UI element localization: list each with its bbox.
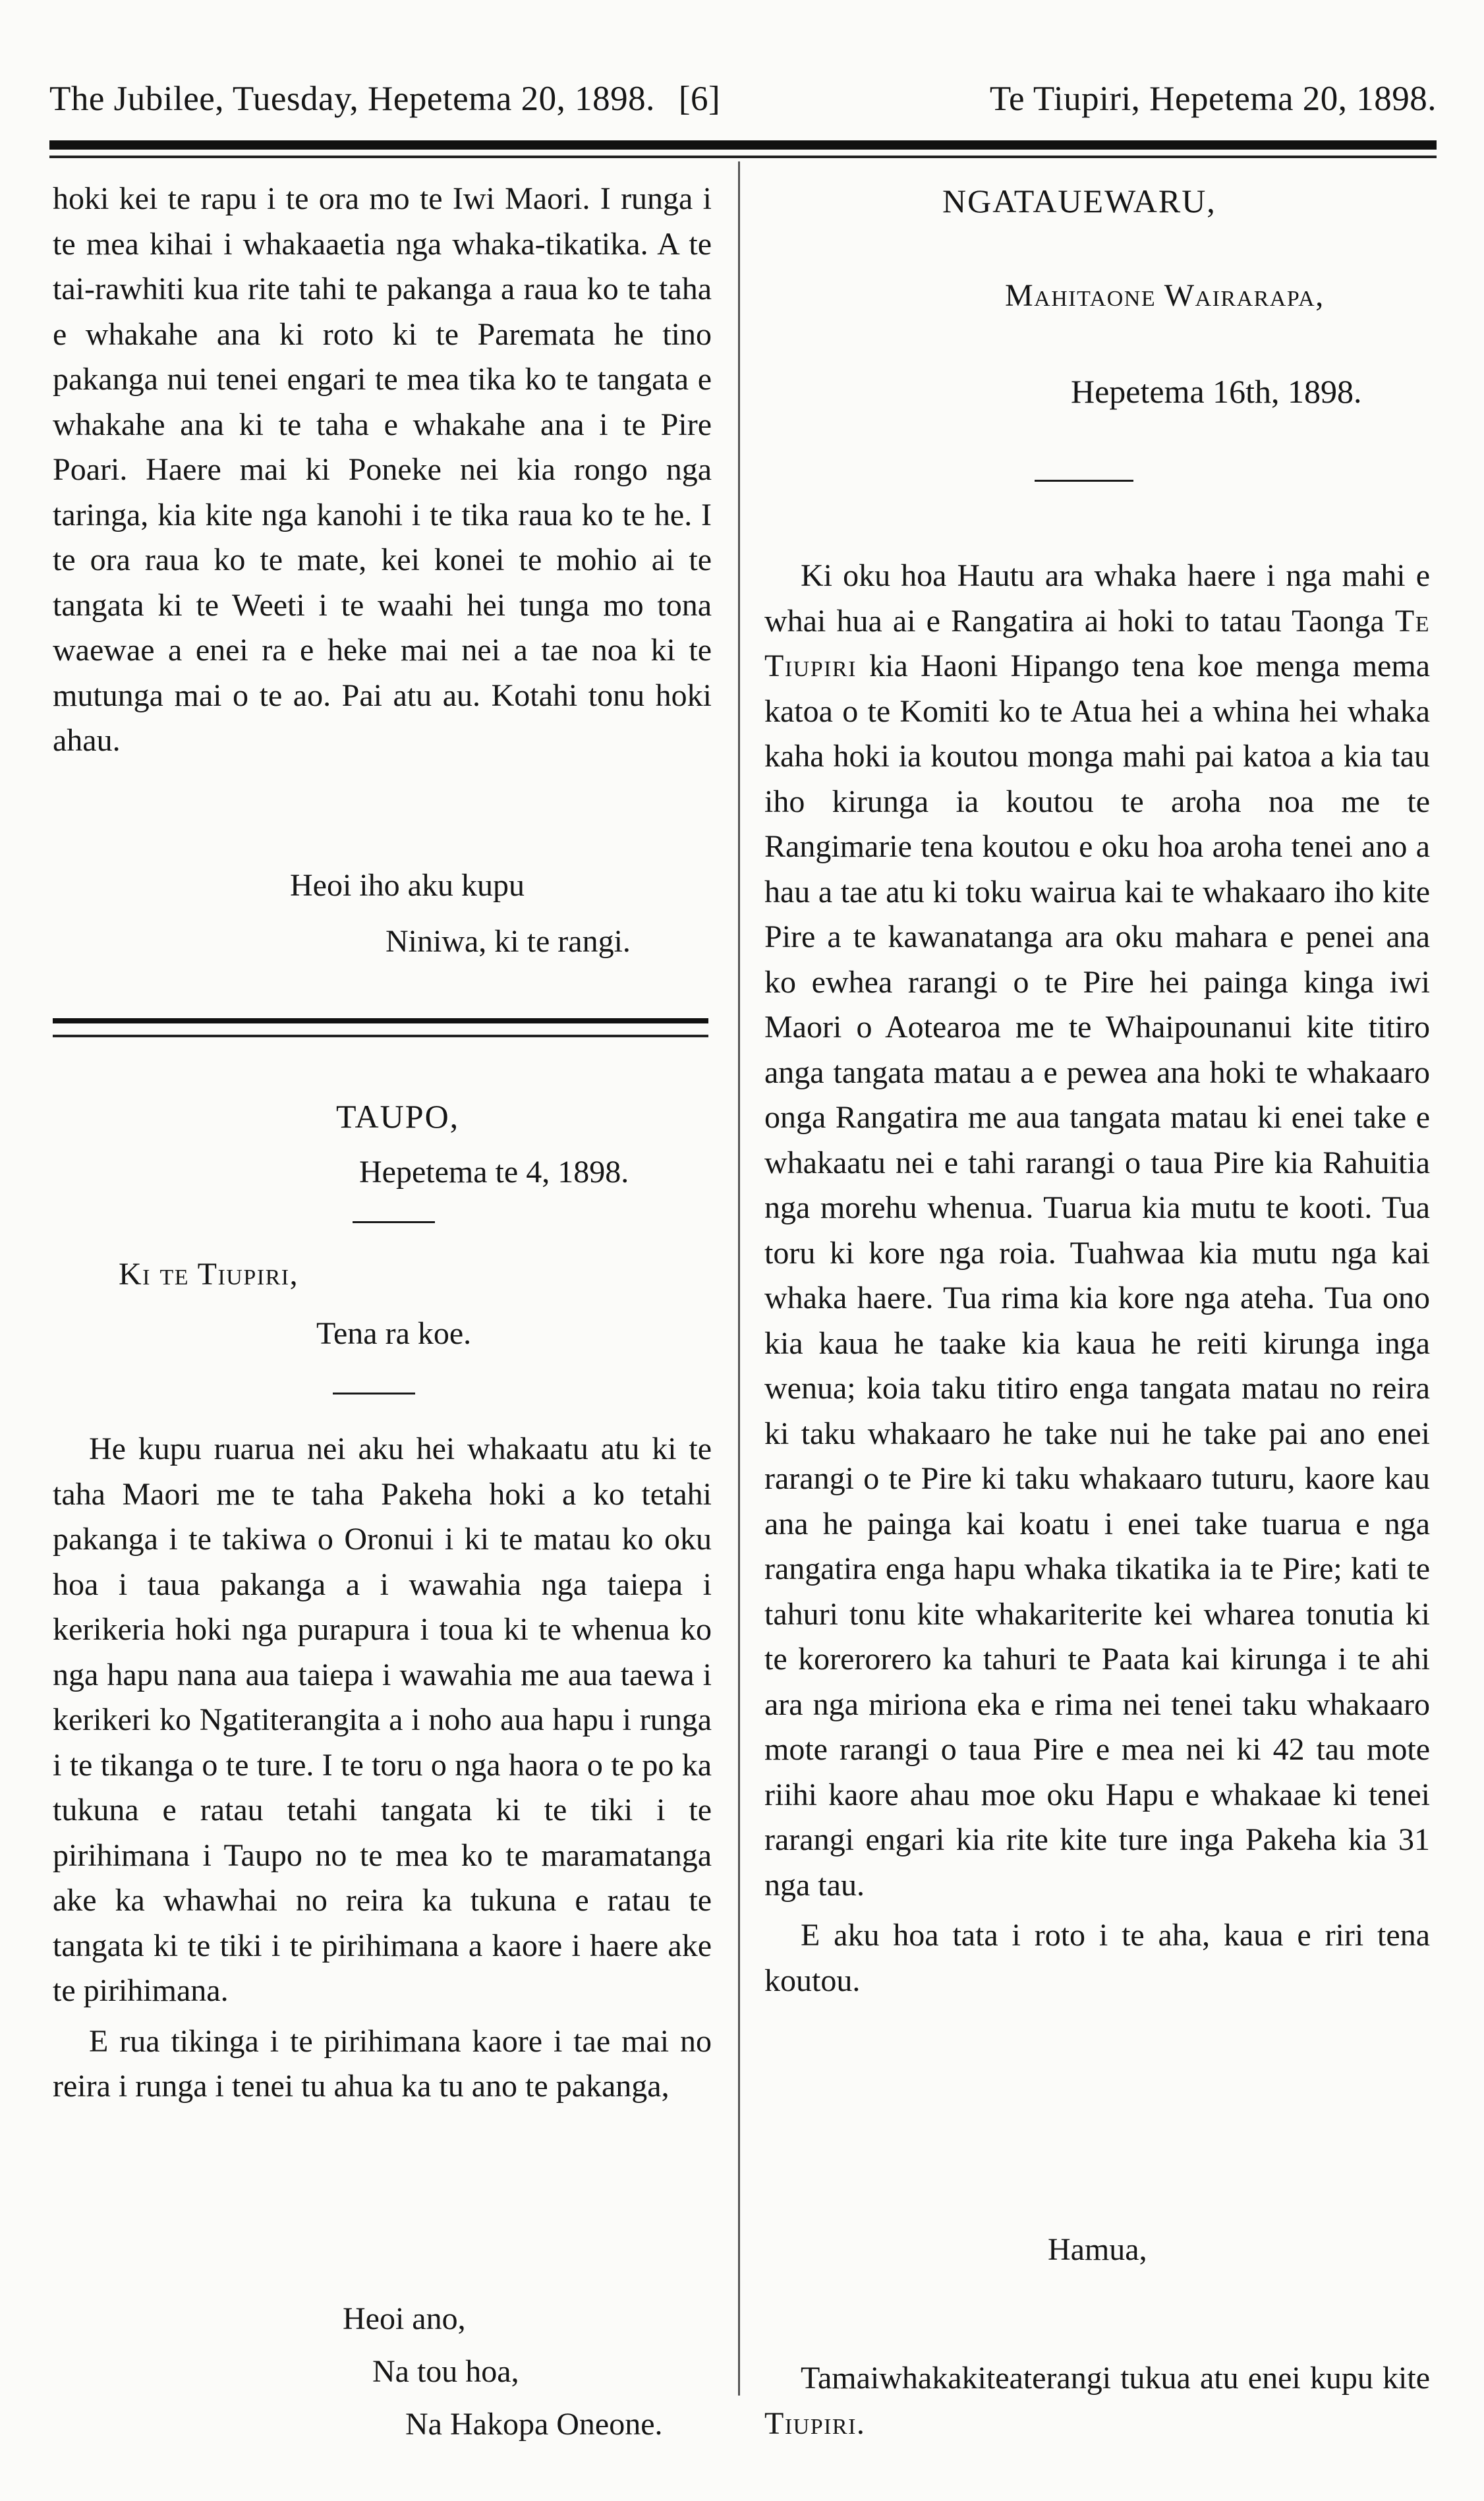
section-rule-thick [53, 1018, 708, 1023]
letter-place-heading: TAUPO, [336, 1098, 460, 1135]
short-divider [333, 1393, 415, 1394]
header-left [49, 66, 720, 132]
column-divider [738, 161, 740, 2396]
paper-name: Te Tiupiri [764, 603, 1430, 683]
right-final-text-start: Tamaiwhakakiteaterangi tukua atu enei kupu kite [801, 2361, 1430, 2396]
section-rule-thin [53, 1035, 708, 1037]
signoff-na-tou-hoa: Na tou hoa, [372, 2354, 519, 2389]
left-column-top-letter [53, 177, 712, 764]
right-paragraph-1-rest: kia Haoni Hipango tena koe menga mema katoa o te Komiti ko te Atua hei a whina hei whaka kaha hoki ia koutou monga mahi pai katoa a kia tau iho kirunga ia koutou te aroha noa me te Rangimarie tena koutou e oku hoa aroha tenei ano a hau a tae atu ki toku wairua kai te whakaaro iho kite Pire a te kawanatanga ara oku mahara e penei ana ko ewhea rarangi o te Pire hei painga kinga iwi Maori o Aotearoa me te Whaipounanui kite titiro anga tangata matau a e pewea ana hoki te whakaaro onga Rangatira me aua tangata matau ki enei take e whakaatu nei e tahi rarangi o taua Pire kia Rahuitia nga morehu whenua. Tuarua kia mutu te kooti. Tua toru ki kore nga roia. Tuahwaa kia mutu nga kai whaka haere. Tua rima kia kore nga ateha. Tua ono kia kaua he taake kia kaua he reiti kirunga inga wenua; koia taku titiro enga tangata matau no reira ki taku whakaaro he take nui he take pai ano enei rarangi o te Pire ki taku whakaaro tuturu, kaore kau ana he painga kai koatu i enei take tuarua e nga rangatira enga hapu whaka tikatika ia te Pire; kati te tahuri tonu kite whakariterite kei wharea tonutia ki te korerorero ka tahuri te Paata kai kirunga i te ahi ara nga miriona eka e rima nei tenei taku whakaaro mote rarangi o taua Pire e mea nei ki 42 tau mote riihi kaore ahau moe oku Hapu e whakaae ki tenei rarangi engari kia rite kite ture inga Pakeha kia 31 nga tau. [764, 648, 1430, 1903]
taupo-paragraph-1: He kupu ruarua nei aku hei whakaatu atu ki te taha Maori me te taha Pakeha hoki a ko tetahi pakanga i te takiwa o Oronui i ki te matau ko oku hoa i taua pakanga a i wawahia nga taiepa i kerikeria hoki nga purapura i toua ki te whenua ko nga hapu nana aua taiepa i wawahia me aua taewa i kerikeri ko Ngatiterangitа a i noho aua hapu i runga i te tikanga o te ture. I te toru o nga haora o te po ka tukuna e ratau tetahi tangata ki te tiki i te pirihimana i Taupo no te mea ko te maramatanga ake ka whawhai no reira ka tukuna e ratau te tangata ki te tiki i te pirihimana a kaore i haere ake te pirihimana. [53, 1431, 712, 2008]
taupo-paragraph-2: E rua tikinga i te pirihimana kaore i tae mai no reira i runga i tenei tu ahua ka tu ano te pakanga, [53, 2023, 712, 2104]
right-letter-body [764, 554, 1430, 2003]
signoff-signature: Na Hakopa Oneone. [405, 2407, 663, 2442]
short-divider [353, 1221, 435, 1223]
right-final-text [764, 2356, 1430, 2446]
closing-line-1: Heoi iho aku kupu [290, 868, 525, 903]
short-divider [1035, 480, 1133, 482]
paper-name-final: Tiupiri. [764, 2405, 866, 2441]
closing-signature: Niniwa, ki te rangi. [385, 924, 631, 959]
letter-continuation-text: hoki kei te rapu i te ora mo te Iwi Maori. I runga i te mea kihai i whakaaetia nga whaka-tikatika. A te tai-rawhiti kua rite tahi te pakanga a raua ko te taha e whakahe ana ki roto ki te Paremata he tino pakanga nui tenei engari te mea tika ko te tangata e whakahe ana ki te taha e whakahe ana i te Pire Poari. Haere mai ki Poneke nei kia rongo nga taringa, kia kite nga kanohi i te tika raua ko te he. I te ora raua ko te mate, kei konei te mohio ai te tangata ki te Weeti i te waahi hei tunga mo tona waewae a enei ra e heke mai nei a tae noa ki te mutunga mai o te ao. Pai atu au. Kotahi tonu hoki ahau. [53, 181, 712, 758]
right-paragraph-2: E aku hoa tata i roto i te aha, kaua e riri tena koutou. [764, 1918, 1430, 1998]
letter-greeting: Tena ra koe. [316, 1316, 472, 1351]
header-rule-thick [49, 140, 1437, 150]
right-signature: Hamua, [1048, 2232, 1147, 2267]
right-paragraph-1-start: Ki oku hoa Hautu ara whaka haere i nga mahi e whai hua ai e Rangatira ai hoki to tatau Taonga [764, 558, 1430, 639]
right-letter-place: NGATAUEWARU, [942, 183, 1216, 219]
letter-salutation: Ki te Tiupiri, [119, 1257, 299, 1292]
header-left-title: The Jubilee, Tuesday, Hepetema 20, 1898. [49, 80, 655, 118]
right-letter-subplace: Mahitaone Wairarapa, [1005, 278, 1325, 313]
page-header [49, 66, 1437, 132]
signoff-heoi-ano: Heoi ano, [343, 2301, 466, 2336]
letter-date: Hepetema te 4, 1898. [359, 1155, 629, 1190]
page-number: [6] [678, 80, 721, 118]
header-rule-thin [49, 156, 1437, 158]
taupo-letter-body [53, 1427, 712, 2110]
right-final-line [764, 2356, 1430, 2446]
right-letter-date: Hepetema 16th, 1898. [1071, 373, 1362, 410]
header-right-title: Te Tiupiri, Hepetema 20, 1898. [989, 80, 1437, 118]
right-paragraph-1 [764, 554, 1430, 1908]
